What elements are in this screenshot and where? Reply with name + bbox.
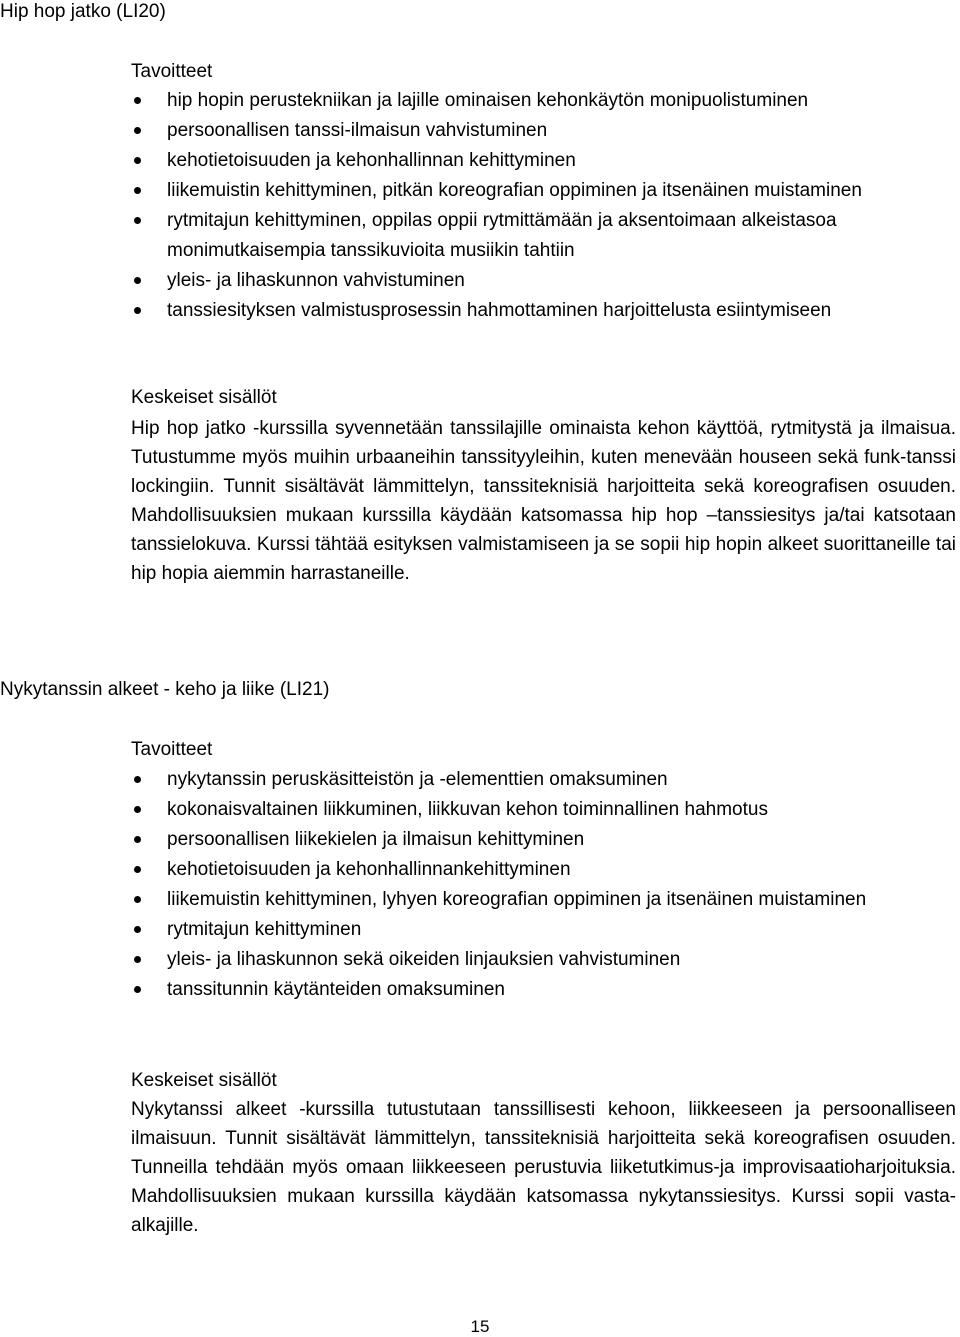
content-paragraph: Hip hop jatko -kurssilla syvennetään tanssilajille ominaista kehon käyttöä, rytmitystä ja ilmaisua. Tutustumme myös muihin urbaaneihin tanssityyleihin, kuten menevään houseen sekä funk-tanssi lockingiin. Tunnit sisältävät lämmittelyn, tanssiteknisiä harjoitteita sekä koreografisen osuuden. Mahdollisuuksien mukaan kurssilla käydään katsomassa hip hop –tanssiesitys ja/tai katsotaan tanssielokuva. Kurssi tähtää esityksen valmistamiseen ja se sopii hip hopin alkeet suorittaneille tai hip hopia aiemmin harrastaneille. <box>131 418 956 584</box>
bullet-icon <box>134 97 141 104</box>
content-heading: Keskeiset sisällöt <box>131 387 277 408</box>
list-item: kokonaisvaltainen liikkuminen, liikkuvan kehon toiminnallinen hahmotus <box>131 795 947 825</box>
course-title: Hip hop jatko (LI20) <box>0 1 166 22</box>
list-item: nykytanssin peruskäsitteistön ja -elementtien omaksuminen <box>131 765 947 795</box>
list-item: kehotietoisuuden ja kehonhallinnankehittyminen <box>131 855 947 885</box>
content-paragraph: Nykytanssi alkeet -kurssilla tutustutaan tanssillisesti kehoon, liikkeeseen ja persoonalliseen ilmaisuun. Tunnit sisältävät lämmittelyn, tanssiteknisiä harjoitteita sekä koreografisen osuuden. Tunneilla tehdään myös omaan liikkeeseen perustuvia liiketutkimus-ja improvisaatioharjoituksia. Mahdollisuuksien mukaan kurssilla käydään katsomassa nykytanssiesitys. Kurssi sopii vasta-alkajille. <box>131 1099 956 1236</box>
content-heading: Keskeiset sisällöt <box>131 1070 277 1091</box>
list-item: hip hopin perustekniikan ja lajille ominaisen kehonkäytön monipuolistuminen <box>131 86 947 116</box>
bullet-icon <box>134 866 141 873</box>
list-item: tanssiesityksen valmistusprosessin hahmottaminen harjoittelusta esiintymiseen <box>131 296 947 326</box>
bullet-icon <box>134 776 141 783</box>
bullet-icon <box>134 217 141 224</box>
bullet-icon <box>134 157 141 164</box>
list-item: yleis- ja lihaskunnon vahvistuminen <box>131 266 947 296</box>
bullet-icon <box>134 896 141 903</box>
bullet-icon <box>134 127 141 134</box>
list-item: kehotietoisuuden ja kehonhallinnan kehittyminen <box>131 146 947 176</box>
list-item: tanssitunnin käytänteiden omaksuminen <box>131 975 947 1005</box>
bullet-icon <box>134 187 141 194</box>
bullet-icon <box>134 986 141 993</box>
goals-list <box>131 86 960 326</box>
list-item: liikemuistin kehittyminen, pitkän koreografian oppiminen ja itsenäinen muistaminen <box>131 176 887 206</box>
bullet-icon <box>134 956 141 963</box>
bullet-icon <box>134 307 141 314</box>
list-item: persoonallisen liikekielen ja ilmaisun kehittyminen <box>131 825 947 855</box>
course-title: Nykytanssin alkeet - keho ja liike (LI21) <box>0 679 330 700</box>
page-number: 15 <box>470 1317 490 1336</box>
bullet-icon <box>134 926 141 933</box>
goals-list <box>131 765 960 1005</box>
list-item: yleis- ja lihaskunnon sekä oikeiden linjauksien vahvistuminen <box>131 945 947 975</box>
list-item: rytmitajun kehittyminen <box>131 915 947 945</box>
goals-heading: Tavoitteet <box>131 61 213 82</box>
list-item: persoonallisen tanssi-ilmaisun vahvistuminen <box>131 116 947 146</box>
goals-heading: Tavoitteet <box>131 739 213 760</box>
bullet-icon <box>134 277 141 284</box>
list-item: rytmitajun kehittyminen, oppilas oppii rytmittämään ja aksentoimaan alkeistasoa monimutkaisempia tanssikuvioita musiikin tahtiin <box>131 206 847 266</box>
list-item: liikemuistin kehittyminen, lyhyen koreografian oppiminen ja itsenäinen muistaminen <box>131 885 877 915</box>
bullet-icon <box>134 806 141 813</box>
bullet-icon <box>134 836 141 843</box>
